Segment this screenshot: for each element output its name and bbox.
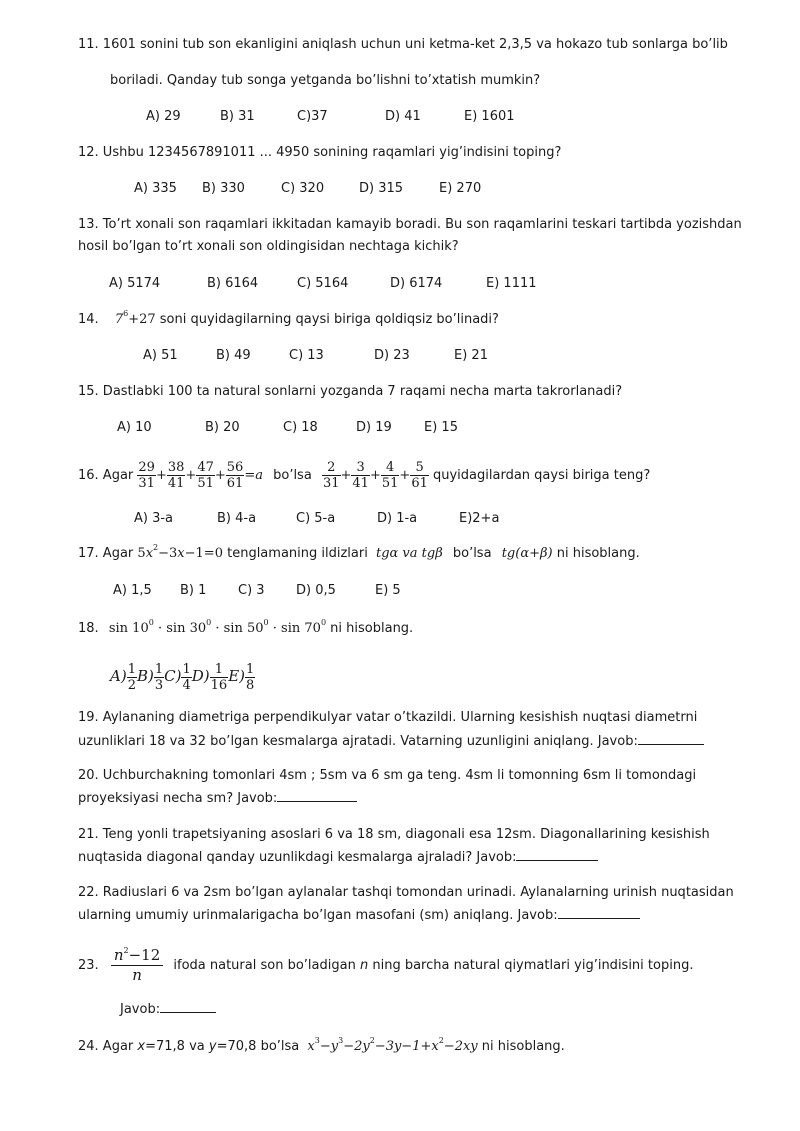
q18-sin-2: sin: [166, 621, 186, 636]
q17-suffix: ni hisoblang.: [556, 546, 640, 561]
q23-fraction: [111, 946, 163, 985]
q16-frac-1: $\frac{29}{31}$: [138, 460, 155, 491]
q17-option-e: E) 5: [375, 583, 401, 598]
q14-text: soni quyidagilarning qaysi biriga qoldiqsiz bo’linadi?: [159, 312, 499, 327]
q17-eq-end: −1=0: [184, 546, 223, 561]
q18-degree-3: 0: [263, 618, 269, 627]
q18-line: [78, 618, 414, 636]
q20-line1: 20. Uchburchakning tomonlari 4sm ; 5sm va 6 sm ga teng. 4sm li tomonning 6sm li tomondagi: [78, 768, 697, 783]
q17-eq-coef: 5: [137, 546, 146, 561]
q12-option-d: D) 315: [359, 181, 404, 196]
q12-option-c: C) 320: [281, 181, 325, 196]
q21-line2-text: nuqtasida diagonal qanday uzunlikdagi kesmalarga ajraladi? Javob:: [78, 850, 517, 865]
q18-number: 18.: [78, 621, 99, 636]
q22-answer-blank[interactable]: [558, 917, 640, 919]
q18-dot-2: ·: [215, 621, 220, 636]
q23-num-exp: 2: [123, 946, 129, 955]
q14-base: 7: [114, 312, 124, 327]
q16-mid: bo’lsa: [273, 468, 312, 483]
q15-option-e: E) 15: [424, 420, 458, 435]
q18-angle-2: 30: [189, 621, 207, 636]
q18-angle-4: 70: [304, 621, 321, 636]
q16-prefix: 16. Agar: [78, 468, 134, 483]
q19-answer-blank[interactable]: [638, 743, 704, 745]
q11-line1: 11. 1601 sonini tub son ekanligini aniqlash uchun uni ketma-ket 2,3,5 va hokazo tub sonlarga bo’lib: [78, 37, 728, 52]
q24-suffix: ni hisoblang.: [481, 1039, 565, 1054]
q21-line2: [78, 850, 598, 865]
q17-mid1: tenglamaning ildizlari: [227, 546, 368, 561]
q13-line1: 13. To’rt xonali son raqamlari ikkitadan kamayib boradi. Bu son raqamlarini teskari tartibda yozishdan: [78, 217, 742, 232]
q17-eq-exp: 2: [153, 543, 159, 552]
q24-y-value: =70,8 bo’lsa: [216, 1039, 300, 1054]
q11-option-d: D) 41: [385, 109, 421, 124]
q14-plus-term: +27: [128, 312, 156, 327]
q23-answer-label: Javob:: [120, 1002, 161, 1017]
q18-sin-3: sin: [223, 621, 243, 636]
q15-option-d: D) 19: [356, 420, 392, 435]
q16-frac-8: $\frac{5}{61}$: [411, 460, 428, 491]
q17-eq-x2: x: [177, 546, 185, 561]
q18-option-d-label: D): [191, 667, 210, 685]
q24-expression: $x^3-y^3-2y^2-3y-1+x^2-2xy$: [307, 1036, 478, 1054]
q16-frac-5: $\frac{2}{31}$: [322, 460, 340, 491]
q18-option-b-frac: $\frac{1}{3}$: [154, 662, 164, 693]
q15-text: 15. Dastlabki 100 ta natural sonlarni yozganda 7 raqami necha marta takrorlanadi?: [78, 384, 623, 399]
q23-num-rest: −12: [128, 946, 161, 964]
q13-option-d: D) 6174: [390, 276, 443, 291]
q16-frac-6: $\frac{3}{41}$: [352, 460, 369, 491]
q21-answer-blank[interactable]: [516, 859, 598, 861]
q11-option-e: E) 1601: [464, 109, 515, 124]
q24-line: [78, 1036, 565, 1054]
q14-number: 14.: [78, 312, 99, 327]
q20-line2-text: proyeksiyasi necha sm? Javob:: [78, 791, 278, 806]
q24-x-value: =71,8 va: [145, 1039, 205, 1054]
q17-option-a: A) 1,5: [113, 583, 152, 598]
q18-degree-2: 0: [206, 618, 212, 627]
q14-exponent: 6: [123, 309, 129, 318]
q23-answer: [120, 1002, 216, 1017]
q17-eq-x: x: [145, 546, 154, 561]
q22-line2-text: ularning umumiy urinmalarigacha bo’lgan masofani (sm) aniqlang. Javob:: [78, 908, 558, 923]
q14-option-d: D) 23: [374, 348, 410, 363]
q13-option-e: E) 1111: [486, 276, 537, 291]
q14-option-c: C) 13: [289, 348, 324, 363]
q13-option-c: C) 5164: [297, 276, 349, 291]
q17-prefix: 17. Agar: [78, 546, 134, 561]
q17-line: [78, 543, 640, 561]
q23-text-a: ifoda natural son bo’ladigan: [173, 958, 356, 973]
q13-line2: hosil bo’lgan to’rt xonali son oldingisidan nechtaga kichik?: [78, 239, 459, 254]
q18-options: [110, 656, 255, 696]
q18-suffix: ni hisoblang.: [330, 621, 414, 636]
q18-dot-1: ·: [157, 621, 163, 636]
q13-option-b: B) 6164: [207, 276, 259, 291]
q16-equals-a: =a: [244, 468, 263, 483]
q23-denominator: n: [132, 966, 142, 984]
q12-option-e: E) 270: [439, 181, 482, 196]
q18-option-e-label: E): [228, 667, 245, 685]
q18-degree-1: 0: [148, 618, 154, 627]
q24-y: y: [208, 1039, 217, 1054]
q14-option-b: B) 49: [216, 348, 251, 363]
q17-eq-term: −3: [158, 546, 178, 561]
q18-option-c-frac: $\frac{1}{4}$: [182, 662, 191, 693]
q16-option-e: E)2+a: [459, 511, 500, 526]
q18-sin-4: sin: [281, 621, 301, 636]
q11-option-c: C)37: [297, 109, 328, 124]
q19-line2: [78, 734, 704, 749]
q16-suffix: quyidagilardan qaysi biriga teng?: [433, 468, 651, 483]
q23-line: [78, 944, 693, 988]
q13-option-a: A) 5174: [109, 276, 161, 291]
q23-text-n: n: [359, 958, 369, 973]
q20-line2: [78, 791, 357, 806]
q23-number: 23.: [78, 958, 99, 973]
q16-line: 16. Agar $\frac{29}{31}$ + $\frac{38}{41}$ + $\frac{47}{51}$ + $\frac{56}{61}$ =a bo’lsa $\frac{2}{31}$ + $\frac{3}{41}$ + $\frac{4}{51}$ + $\frac{5}{61}$ quyidagilardan qaysi biriga teng?: [78, 460, 651, 491]
q18-angle-3: 50: [246, 621, 264, 636]
q22-line1: 22. Radiuslari 6 va 2sm bo’lgan aylanalar tashqi tomondan urinadi. Aylanalarning urinish nuqtasidan: [78, 885, 734, 900]
q18-option-e-frac: $\frac{1}{8}$: [246, 662, 255, 693]
q18-degree-4: 0: [320, 618, 327, 627]
q12-option-a: A) 335: [134, 181, 177, 196]
q18-dot-3: ·: [272, 621, 277, 636]
q15-option-a: A) 10: [117, 420, 152, 435]
q23-text-b: ning barcha natural qiymatlari yig’indisini toping.: [372, 958, 694, 973]
q14-option-a: A) 51: [143, 348, 178, 363]
q23-num-n: n: [113, 946, 124, 964]
q16-option-d: D) 1-a: [377, 511, 418, 526]
q17-target: tg(α+β): [501, 546, 553, 561]
q22-line2: [78, 908, 640, 923]
q12-option-b: B) 330: [202, 181, 245, 196]
q19-line1: 19. Aylananing diametriga perpendikulyar vatar o’tkazildi. Ularning kesishish nuqtasi diametrni: [78, 710, 698, 725]
q11-option-a: A) 29: [146, 109, 181, 124]
q15-option-b: B) 20: [205, 420, 240, 435]
q23-answer-blank[interactable]: [160, 1011, 216, 1013]
q17-option-b: B) 1: [180, 583, 207, 598]
q16-option-c: C) 5-a: [296, 511, 336, 526]
q18-sin-1: sin: [108, 621, 129, 636]
q16-frac-2: $\frac{38}{41}$: [167, 460, 185, 491]
q19-line2-text: uzunliklari 18 va 32 bo’lgan kesmalarga ajratadi. Vatarning uzunligini aniqlang. Javob:: [78, 734, 638, 749]
q16-option-a: A) 3-a: [134, 511, 174, 526]
q24-x: x: [137, 1039, 146, 1054]
q18-angle-1: 10: [132, 621, 149, 636]
q20-answer-blank[interactable]: [277, 800, 357, 802]
q14-line: [78, 309, 499, 327]
q16-frac-7: $\frac{4}{51}$: [381, 460, 399, 491]
q18-option-a-frac: $\frac{1}{2}$: [127, 662, 136, 693]
q17-option-c: C) 3: [238, 583, 265, 598]
q17-option-d: D) 0,5: [296, 583, 336, 598]
q15-option-c: C) 18: [283, 420, 318, 435]
q18-option-d-frac: $\frac{1}{16}$: [210, 662, 228, 693]
q12-text: 12. Ushbu 1234567891011 ... 4950 sonining raqamlari yig’indisini toping?: [78, 145, 562, 160]
q14-option-e: E) 21: [454, 348, 488, 363]
q16-frac-3: $\frac{47}{51}$: [197, 460, 214, 491]
q16-option-b: B) 4-a: [217, 511, 257, 526]
q18-option-c-label: C): [164, 667, 182, 685]
q24-prefix: 24. Agar: [78, 1039, 134, 1054]
q17-mid2: bo’lsa: [452, 546, 492, 561]
q17-roots: tgα va tgβ: [375, 546, 443, 561]
q21-line1: 21. Teng yonli trapetsiyaning asoslari 6 va 18 sm, diagonali esa 12sm. Diagonallarining kesishish: [78, 827, 710, 842]
q16-frac-4: $\frac{56}{61}$: [226, 460, 244, 491]
q18-option-a-label: A): [110, 667, 127, 685]
q18-option-b-label: B): [136, 667, 154, 685]
q11-option-b: B) 31: [220, 109, 255, 124]
q11-line2: boriladi. Qanday tub songa yetganda bo’lishni to’xtatish mumkin?: [110, 73, 541, 88]
